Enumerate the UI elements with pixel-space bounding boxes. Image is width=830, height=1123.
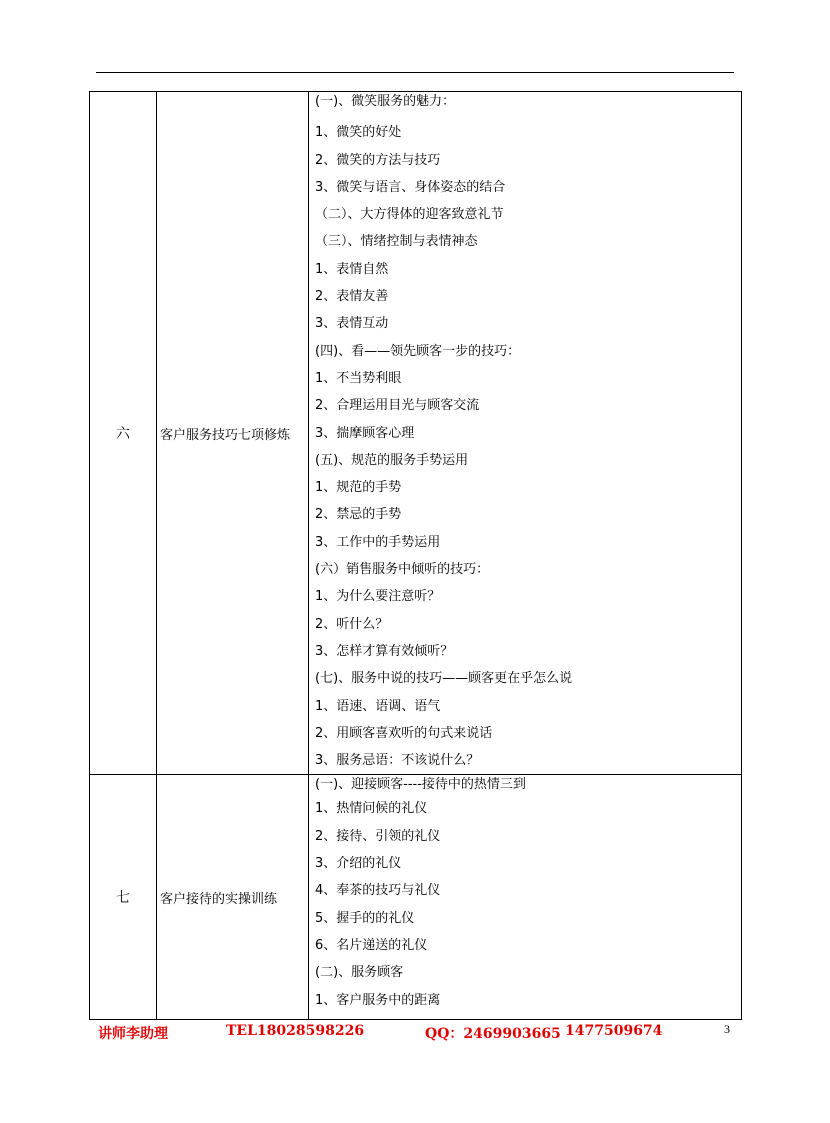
list-item: 2、合理运用目光与顾客交流 [315,398,480,414]
module-number: 七 [90,775,157,1020]
list-item: 2、表情友善 [315,289,389,305]
table-row [90,775,742,1020]
list-item: 2、用顾客喜欢听的句式来说话 [315,725,493,741]
list-item: 1、为什么要注意听？ [315,589,441,605]
module-items [309,92,742,775]
list-item: 3、表情互动 [315,316,389,332]
list-item: 1、语速、语调、语气 [315,698,441,714]
list-item: (七)、服务中说的技巧——顾客更在乎怎么说 [315,671,573,687]
list-item: （二）、大方得体的迎客致意礼节 [315,207,504,223]
list-item: 2、禁忌的手势 [315,507,402,523]
list-item: 1、表情自然 [315,261,389,277]
page-number: 3 [724,1022,730,1036]
list-item: 3、介绍的礼仪 [315,856,402,872]
list-item: 1、微笑的好处 [315,125,402,141]
list-item: 5、握手的的礼仪 [315,910,415,926]
module-title: 客户接待的实操训练 [157,775,309,1020]
footer-qq: QQ：2469903665 [425,1026,561,1042]
list-item: 6、名片递送的礼仪 [315,937,428,953]
list-item: 1、客户服务中的距离 [315,992,441,1008]
list-item: (四)、看——领先顾客一步的技巧： [315,343,521,359]
list-item: （三）、情绪控制与表情神态 [315,234,478,250]
list-item: 3、微笑与语言、身体姿态的结合 [315,179,506,195]
module-title: 客户服务技巧七项修炼 [157,92,309,775]
list-item: (五)、规范的服务手势运用 [315,452,469,468]
list-item: (一)、微笑服务的魅力： [315,94,456,109]
list-item: 4、奉茶的技巧与礼仪 [315,883,441,899]
list-item: 1、不当势利眼 [315,370,402,386]
footer-contact [0,1023,830,1045]
footer-phone: 1477509674 [565,1023,663,1039]
list-item: 1、热情问候的礼仪 [315,801,428,817]
list-item: 2、听什么？ [315,616,389,632]
list-item: 3、工作中的手势运用 [315,534,441,550]
list-item: (六）销售服务中倾听的技巧： [315,562,490,578]
list-item: 2、微笑的方法与技巧 [315,152,441,168]
table-row [90,92,742,775]
list-item: 3、揣摩顾客心理 [315,425,415,441]
module-number: 六 [90,92,157,775]
module-items [309,775,742,1020]
list-item: 3、怎样才算有效倾听？ [315,643,454,659]
list-item: (一)、迎接顾客----接待中的热情三到 [315,777,526,793]
footer-lecturer: 讲师李助理 [98,1026,168,1042]
header-rule [96,72,734,73]
list-item: (二)、服务顾客 [315,965,404,981]
course-outline-table [89,91,742,1020]
list-item: 1、规范的手势 [315,480,402,496]
footer-tel: TEL18028598226 [226,1023,365,1039]
list-item: 2、接待、引领的礼仪 [315,828,441,844]
list-item: 3、服务忌语：不该说什么？ [315,753,480,769]
